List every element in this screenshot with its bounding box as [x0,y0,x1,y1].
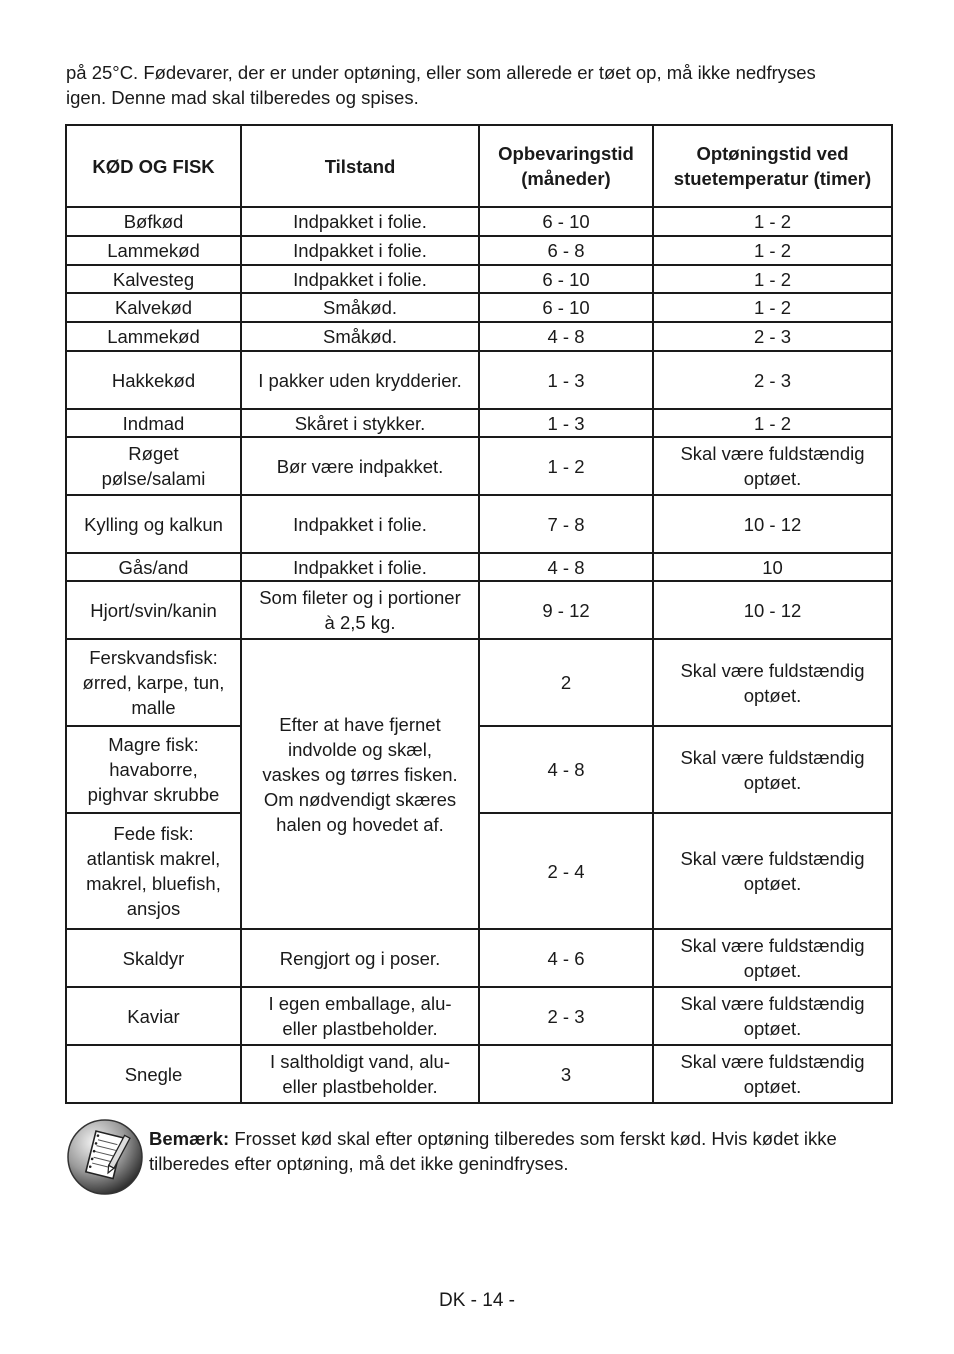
table-row [66,929,892,987]
thaw-cell: 2 - 3 [653,322,892,351]
storage-cell: 1 - 2 [479,437,653,495]
food-cell: Hjort/svin/kanin [66,581,241,639]
thaw-cell: Skal være fuldstændig optøet. [653,929,892,987]
storage-cell: 4 - 8 [479,726,653,813]
intro-paragraph [66,60,896,110]
state-cell: Småkød. [241,322,479,351]
header-food: KØD OG FISK [66,125,241,207]
page-number: DK - 14 - [438,1290,516,1311]
food-cell: Kylling og kalkun [66,495,241,553]
storage-cell: 4 - 6 [479,929,653,987]
state-cell: I pakker uden krydderier. [241,351,479,409]
state-cell: Rengjort og i poser. [241,929,479,987]
storage-cell: 3 [479,1045,653,1103]
thaw-cell: 10 - 12 [653,495,892,553]
storage-cell: 6 - 8 [479,236,653,265]
thaw-cell: 1 - 2 [653,293,892,322]
state-cell: Småkød. [241,293,479,322]
table-row [66,351,892,409]
fish-state-cell: Efter at have fjernet indvolde og skæl, vaskes og tørres fisken. Om nødvendigt skæres halen og hovedet af. [241,639,479,929]
thaw-cell: 1 - 2 [653,265,892,293]
storage-cell: 6 - 10 [479,293,653,322]
food-cell: Hakkekød [66,351,241,409]
thaw-cell: Skal være fuldstændig optøet. [653,639,892,726]
storage-table [65,124,893,1104]
table-row [66,813,892,929]
state-cell: Bør være indpakket. [241,437,479,495]
state-cell: I saltholdigt vand, alu- eller plastbeholder. [241,1045,479,1103]
notepad-pencil-icon [66,1118,144,1196]
state-cell: I egen emballage, alu- eller plastbeholder. [241,987,479,1045]
storage-cell: 4 - 8 [479,322,653,351]
table-row [66,322,892,351]
thaw-cell: Skal være fuldstændig optøet. [653,987,892,1045]
thaw-cell: Skal være fuldstændig optøet. [653,726,892,813]
note-line: Bemærk: Frosset kød skal efter optøning tilberedes som ferskt kød. Hvis kødet ikke [149,1128,837,1149]
storage-cell: 6 - 10 [479,207,653,236]
food-cell: Ferskvandsfisk: ørred, karpe, tun, malle [66,639,241,726]
table-row [66,581,892,639]
table-row [66,409,892,437]
table-row [66,495,892,553]
thaw-cell: Skal være fuldstændig optøet. [653,1045,892,1103]
food-cell: Bøfkød [66,207,241,236]
note-label: Bemærk: [149,1128,230,1149]
food-cell: Kaviar [66,987,241,1045]
thaw-cell: 1 - 2 [653,409,892,437]
state-cell: Som fileter og i portioner à 2,5 kg. [241,581,479,639]
table-row [66,236,892,265]
state-cell: Indpakket i folie. [241,207,479,236]
food-cell: Lammekød [66,236,241,265]
storage-cell: 2 - 3 [479,987,653,1045]
food-cell: Snegle [66,1045,241,1103]
food-cell: Fede fisk: atlantisk makrel, makrel, bluefish, ansjos [66,813,241,929]
thaw-cell: 10 - 12 [653,581,892,639]
thaw-cell: 1 - 2 [653,236,892,265]
state-cell: Indpakket i folie. [241,495,479,553]
table-row [66,207,892,236]
table-row [66,265,892,293]
intro-line: igen. Denne mad skal tilberedes og spises. [66,87,419,108]
storage-cell: 2 [479,639,653,726]
intro-line: på 25°C. Fødevarer, der er under optøning, eller som allerede er tøet op, må ikke nedfryses [66,62,816,83]
header-storage: Opbevaringstid (måneder) [479,125,653,207]
state-cell: Skåret i stykker. [241,409,479,437]
food-cell: Kalvekød [66,293,241,322]
thaw-cell: Skal være fuldstændig optøet. [653,813,892,929]
thaw-cell: 1 - 2 [653,207,892,236]
note-line: tilberedes efter optøning, må det ikke genindfryses. [149,1153,569,1174]
header-state: Tilstand [241,125,479,207]
food-cell: Kalvesteg [66,265,241,293]
thaw-cell: Skal være fuldstændig optøet. [653,437,892,495]
state-cell: Indpakket i folie. [241,553,479,581]
storage-cell: 1 - 3 [479,351,653,409]
thaw-cell: 2 - 3 [653,351,892,409]
storage-cell: 1 - 3 [479,409,653,437]
header-thaw: Optøningstid ved stuetemperatur (timer) [653,125,892,207]
table-row [66,1045,892,1103]
table-row [66,553,892,581]
thaw-cell: 10 [653,553,892,581]
storage-cell: 9 - 12 [479,581,653,639]
storage-cell: 4 - 8 [479,553,653,581]
storage-cell: 2 - 4 [479,813,653,929]
table-row [66,437,892,495]
food-cell: Røget pølse/salami [66,437,241,495]
storage-cell: 7 - 8 [479,495,653,553]
table-row [66,987,892,1045]
table-header-row [66,125,892,207]
food-cell: Lammekød [66,322,241,351]
food-cell: Skaldyr [66,929,241,987]
note-text [149,1126,899,1176]
table-row [66,726,892,813]
table-row [66,293,892,322]
note-box [66,1118,896,1198]
food-cell: Indmad [66,409,241,437]
storage-cell: 6 - 10 [479,265,653,293]
table-row [66,639,892,726]
state-cell: Indpakket i folie. [241,236,479,265]
food-cell: Gås/and [66,553,241,581]
state-cell: Indpakket i folie. [241,265,479,293]
food-cell: Magre fisk: havaborre, pighvar skrubbe [66,726,241,813]
